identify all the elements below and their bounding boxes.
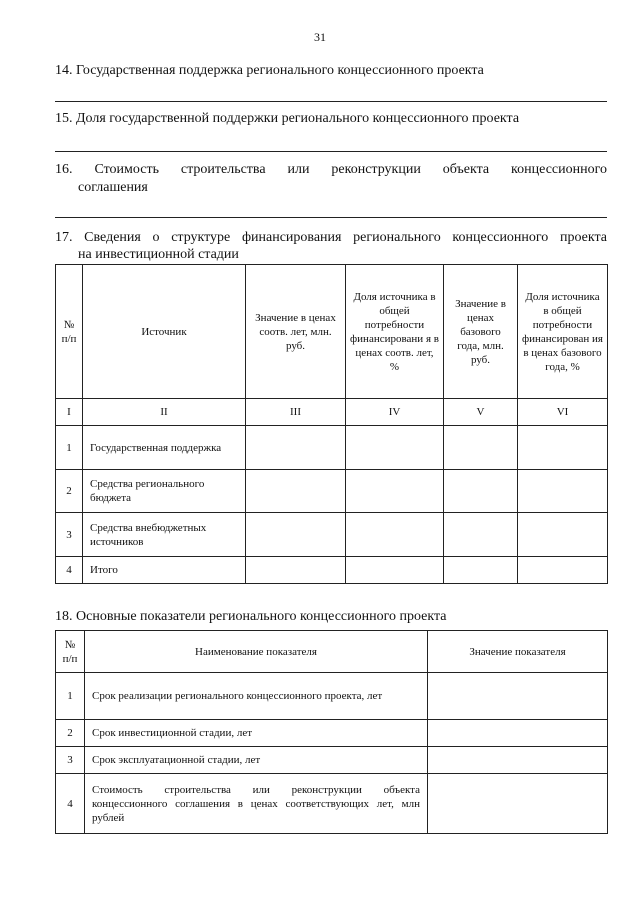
section-14-title: 14. Государственная поддержка регионального концессионного проекта — [55, 63, 484, 78]
section-15-fill-line — [55, 151, 607, 152]
section-14-fill-line — [55, 101, 607, 102]
empty-cell — [444, 513, 518, 557]
numeral-5: V — [444, 399, 518, 426]
empty-cell — [518, 426, 608, 470]
row-indicator-name: Срок инвестиционной стадии, лет — [85, 720, 428, 747]
header-source: Источник — [83, 265, 246, 399]
empty-cell — [346, 470, 444, 513]
numeral-6: VI — [518, 399, 608, 426]
empty-cell — [444, 470, 518, 513]
section-17-title-line1: 17. Сведения о структуре финансирования регионального концессионного проекта — [55, 230, 607, 245]
table-row — [56, 470, 608, 513]
table-row — [56, 774, 608, 834]
empty-cell — [246, 470, 346, 513]
row-num: 3 — [56, 747, 85, 774]
empty-cell — [346, 513, 444, 557]
header-share-base: Доля источника в общей потребности финансирован ия в ценах базового года, % — [518, 265, 608, 399]
row-indicator-name: Стоимость строительства или реконструкции объекта концессионного соглашения в ценах соответствующих лет, млн рублей — [85, 774, 428, 834]
table-row — [56, 426, 608, 470]
financing-structure-table — [55, 264, 608, 584]
row-num: 2 — [56, 470, 83, 513]
empty-cell — [246, 426, 346, 470]
row-num: 1 — [56, 426, 83, 470]
row-source: Итого — [83, 557, 246, 584]
key-indicators-table — [55, 630, 608, 834]
row-num: 4 — [56, 557, 83, 584]
table-row — [56, 720, 608, 747]
section-18-title: 18. Основные показатели регионального концессионного проекта — [55, 609, 447, 624]
empty-cell — [518, 513, 608, 557]
table-numeral-row — [56, 399, 608, 426]
page-number: 31 — [314, 30, 326, 44]
section-15-title: 15. Доля государственной поддержки регионального концессионного проекта — [55, 111, 520, 126]
empty-cell — [246, 557, 346, 584]
header-value-base: Значение в ценах базового года, млн. руб. — [444, 265, 518, 399]
section-16-title-line1: 16. Стоимость строительства или реконструкции объекта концессионного — [55, 162, 607, 177]
header-value-current: Значение в ценах соотв. лет, млн. руб. — [246, 265, 346, 399]
empty-cell — [246, 513, 346, 557]
header-indicator-name: Наименование показателя — [85, 631, 428, 673]
table-row — [56, 513, 608, 557]
empty-cell — [346, 426, 444, 470]
row-num: 3 — [56, 513, 83, 557]
header-num: № п/п — [56, 631, 85, 673]
empty-cell — [444, 557, 518, 584]
section-17-title-line2: на инвестиционной стадии — [78, 247, 239, 262]
row-num: 2 — [56, 720, 85, 747]
row-source: Средства регионального бюджета — [83, 470, 246, 513]
section-16-title-line2: соглашения — [78, 180, 148, 195]
empty-cell — [428, 747, 608, 774]
table-row — [56, 747, 608, 774]
row-indicator-name: Срок эксплуатационной стадии, лет — [85, 747, 428, 774]
numeral-2: II — [83, 399, 246, 426]
empty-cell — [346, 557, 444, 584]
empty-cell — [428, 720, 608, 747]
table-header-row — [56, 631, 608, 673]
empty-cell — [518, 557, 608, 584]
header-share-current: Доля источника в общей потребности финансировани я в ценах соотв. лет, % — [346, 265, 444, 399]
table-row — [56, 673, 608, 720]
row-source: Средства внебюджетных источников — [83, 513, 246, 557]
numeral-1: I — [56, 399, 83, 426]
empty-cell — [428, 774, 608, 834]
numeral-4: IV — [346, 399, 444, 426]
header-num: № п/п — [56, 265, 83, 399]
row-num: 4 — [56, 774, 85, 834]
empty-cell — [444, 426, 518, 470]
row-num: 1 — [56, 673, 85, 720]
header-indicator-value: Значение показателя — [428, 631, 608, 673]
empty-cell — [428, 673, 608, 720]
table-row — [56, 557, 608, 584]
table-header-row — [56, 265, 608, 399]
row-indicator-name: Срок реализации регионального концессионного проекта, лет — [85, 673, 428, 720]
numeral-3: III — [246, 399, 346, 426]
empty-cell — [518, 470, 608, 513]
row-source: Государственная поддержка — [83, 426, 246, 470]
section-16-fill-line — [55, 217, 607, 218]
